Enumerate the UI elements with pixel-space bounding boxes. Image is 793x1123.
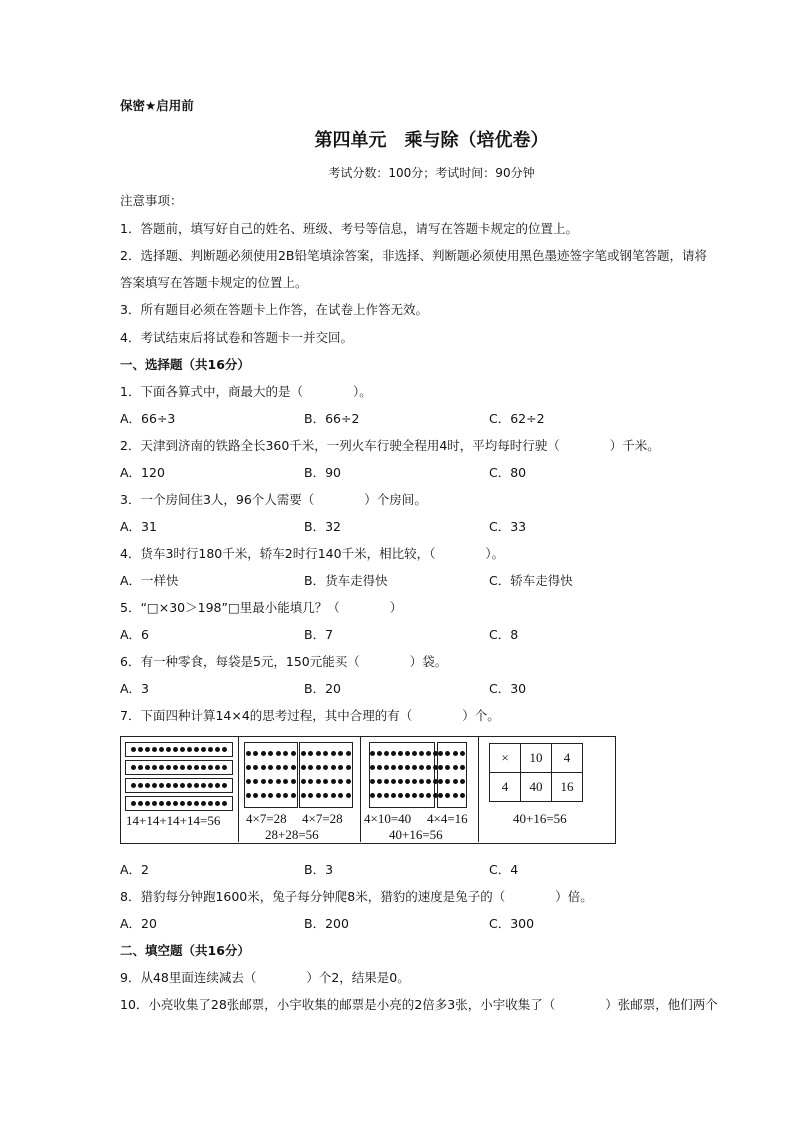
dot [460,793,465,798]
dot [215,765,220,770]
dot [268,779,273,784]
dot [291,765,296,770]
method-caption: 4×4=16 [427,811,468,826]
dot [187,783,192,788]
dot [246,765,251,770]
dot [276,779,281,784]
dot [145,765,150,770]
dot [208,801,213,806]
dot [173,765,178,770]
dot [331,765,336,770]
dot [323,751,328,756]
dot [460,779,465,784]
option-a: A．6 [120,627,150,642]
notes-heading: 注意事项： [120,193,183,208]
dot [384,765,389,770]
dot [131,747,136,752]
dot [331,779,336,784]
dot [187,801,192,806]
dot [145,801,150,806]
dot [346,793,351,798]
dot [283,765,288,770]
dot [201,747,206,752]
dot [145,783,150,788]
note-item: 3．所有题目必须在答题卡上作答，在试卷上作答无效。 [120,302,428,317]
dot [419,779,424,784]
dot [338,793,343,798]
dot [405,765,410,770]
dot [316,793,321,798]
dot [377,751,382,756]
question-stem: 1．下面各算式中，商最大的是（ ）。 [120,384,372,399]
dot [445,793,450,798]
dot [398,765,403,770]
dot [384,793,389,798]
dot [412,765,417,770]
dot [438,765,443,770]
dot [308,779,313,784]
dot [180,765,185,770]
page-title: 第四单元 乘与除（培优卷） [314,130,549,151]
option-c: C．轿车走得快 [489,573,573,588]
grid-cell: 16 [552,773,583,802]
dot [208,747,213,752]
question-stem: 8．猎豹每分钟跑1600米，兔子每分钟爬8米，猎豹的速度是兔子的（ ）倍。 [120,889,593,904]
dot [445,751,450,756]
dot [222,801,227,806]
dot [268,751,273,756]
dot [331,751,336,756]
dot [370,779,375,784]
dot-array-right [437,742,467,808]
question-stem: 2．天津到济南的铁路全长360千米，一列火车行驶全程用4时，平均每时行驶（ ）千米。 [120,438,660,453]
option-a: A．2 [120,862,150,877]
dot [166,783,171,788]
dot [180,747,185,752]
dot [201,801,206,806]
dot [283,751,288,756]
dot [316,765,321,770]
dot [412,793,417,798]
dot-row [125,778,233,793]
method-caption: 14+14+14+14=56 [126,813,221,828]
option-b: B．200 [304,916,349,931]
dot [460,751,465,756]
dot [453,765,458,770]
dot [166,765,171,770]
dot [145,747,150,752]
dot [301,751,306,756]
option-a: A．120 [120,465,165,480]
option-a: A．20 [120,916,157,931]
dot [308,751,313,756]
dot [283,793,288,798]
dot [159,801,164,806]
dot [276,751,281,756]
dot [419,793,424,798]
dot [187,747,192,752]
method-panel-4 [479,737,614,842]
dot [346,779,351,784]
dot [301,793,306,798]
dot [194,765,199,770]
dot [261,793,266,798]
dot [138,783,143,788]
dot [391,793,396,798]
dot [377,779,382,784]
dot-array-left [369,742,435,808]
dot [246,751,251,756]
dot [131,783,136,788]
dot [338,751,343,756]
option-b: B．90 [304,465,341,480]
method-caption: 28+28=56 [265,827,319,842]
dot [166,801,171,806]
dot [308,793,313,798]
dot-row [125,796,233,811]
grid-cell: 4 [490,773,521,802]
dot [370,751,375,756]
dot [453,751,458,756]
method-caption: 4×10=40 [364,811,412,826]
dot [323,793,328,798]
option-b: B．66÷2 [304,411,360,426]
dot [138,765,143,770]
dot [291,793,296,798]
dot [412,779,417,784]
dot [338,779,343,784]
dot [419,751,424,756]
dot [208,765,213,770]
dot [283,779,288,784]
calculation-methods-figure [120,736,616,844]
note-item: 4．考试结束后将试卷和答题卡一并交回。 [120,330,353,345]
option-a: A．3 [120,681,150,696]
dot [201,783,206,788]
section-heading: 二、填空题（共16分） [120,943,250,958]
method-caption: 40+16=56 [389,827,443,842]
dot [159,747,164,752]
dot [138,747,143,752]
dot [308,765,313,770]
dot [194,747,199,752]
dot [261,751,266,756]
dot [215,783,220,788]
dot [412,751,417,756]
section-heading: 一、选择题（共16分） [120,357,250,372]
dot [194,783,199,788]
dot [201,765,206,770]
dot [301,765,306,770]
question-stem: 7．下面四种计算14×4的思考过程，其中合理的有（ ）个。 [120,708,500,723]
option-c: C．62÷2 [489,411,545,426]
option-c: C．30 [489,681,527,696]
dot [323,779,328,784]
dot [445,765,450,770]
note-item: 1．答题前，填写好自己的姓名、班级、考号等信息，请写在答题卡规定的位置上。 [120,221,578,236]
dot [291,751,296,756]
dot [276,765,281,770]
dot [253,765,258,770]
dot [173,801,178,806]
method-caption: 40+16=56 [513,811,567,826]
dot [426,793,431,798]
dot [438,779,443,784]
option-c: C．8 [489,627,519,642]
dot-array-right [299,742,353,808]
dot [166,747,171,752]
dot [222,783,227,788]
option-b: B．7 [304,627,334,642]
option-a: A．66÷3 [120,411,176,426]
dot [253,751,258,756]
dot [370,765,375,770]
method-panel-1 [121,737,239,842]
dot [316,751,321,756]
confidential-label: 保密★启用前 [120,98,194,113]
option-b: B．货车走得快 [304,573,388,588]
dot [138,801,143,806]
dot [438,751,443,756]
dot [453,779,458,784]
option-b: B．20 [304,681,341,696]
dot [426,751,431,756]
method-caption: 4×7=28 [246,811,287,826]
dot [405,751,410,756]
dot [159,783,164,788]
dot [194,801,199,806]
grid-cell: 40 [521,773,552,802]
dot [398,779,403,784]
dot [131,801,136,806]
dot [268,765,273,770]
dot [215,747,220,752]
option-a: A．一样快 [120,573,179,588]
dot [370,793,375,798]
dot [159,765,164,770]
question-stem: 10．小亮收集了28张邮票，小宇收集的邮票是小亮的2倍多3张，小宇收集了（ ）张邮票，他们两个 [120,997,718,1012]
dot [152,747,157,752]
dot [391,765,396,770]
multiplication-grid [489,743,583,802]
dot [398,793,403,798]
dot [377,793,382,798]
grid-cell: 10 [521,744,552,773]
grid-cell: × [490,744,521,773]
method-panel-2 [239,737,361,842]
dot [152,765,157,770]
dot [438,793,443,798]
method-caption: 4×7=28 [302,811,343,826]
dot [208,783,213,788]
dot [398,751,403,756]
dot [316,779,321,784]
dot [222,747,227,752]
dot [384,751,389,756]
dot [445,779,450,784]
dot [276,793,281,798]
dot [426,765,431,770]
dot [391,751,396,756]
option-a: A．31 [120,519,157,534]
dot [222,765,227,770]
dot [180,783,185,788]
option-c: C．33 [489,519,527,534]
dot [460,765,465,770]
grid-cell: 4 [552,744,583,773]
dot [261,779,266,784]
dot [173,747,178,752]
option-c: C．4 [489,862,519,877]
question-stem: 6．有一种零食，每袋是5元，150元能买（ ）袋。 [120,654,448,669]
dot [419,765,424,770]
dot [261,765,266,770]
dot [338,765,343,770]
dot [246,793,251,798]
dot [331,793,336,798]
dot [346,751,351,756]
dot [268,793,273,798]
dot [131,765,136,770]
dot [152,801,157,806]
dot [323,765,328,770]
dot [253,779,258,784]
question-stem: 4．货车3时行180千米，轿车2时行140千米，相比较，（ ）。 [120,546,505,561]
dot [384,779,389,784]
question-stem: 9．从48里面连续减去（ ）个2，结果是0。 [120,970,410,985]
option-c: C．80 [489,465,527,480]
dot [377,765,382,770]
dot [301,779,306,784]
exam-info: 考试分数：100分；考试时间：90分钟 [328,166,535,180]
dot-array-left [244,742,298,808]
dot [391,779,396,784]
note-item: 2．选择题、判断题必须使用2B铅笔填涂答案，非选择、判断题必须使用黑色墨迹签字笔或钢笔答题，请将 [120,248,707,263]
dot [152,783,157,788]
dot [426,779,431,784]
dot [291,779,296,784]
dot-row [125,760,233,775]
note-item: 答案填写在答题卡规定的位置上。 [120,275,308,290]
question-stem: 3．一个房间住3人，96个人需要（ ）个房间。 [120,492,427,507]
dot [346,765,351,770]
option-b: B．32 [304,519,341,534]
dot [215,801,220,806]
dot [246,779,251,784]
dot [173,783,178,788]
dot [453,793,458,798]
dot [187,765,192,770]
method-panel-3 [361,737,479,842]
dot [405,779,410,784]
question-stem: 5．“□×30＞198”□里最小能填几？（ ） [120,600,403,615]
dot [405,793,410,798]
dot [253,793,258,798]
dot-row [125,742,233,757]
option-b: B．3 [304,862,334,877]
option-c: C．300 [489,916,535,931]
dot [180,801,185,806]
